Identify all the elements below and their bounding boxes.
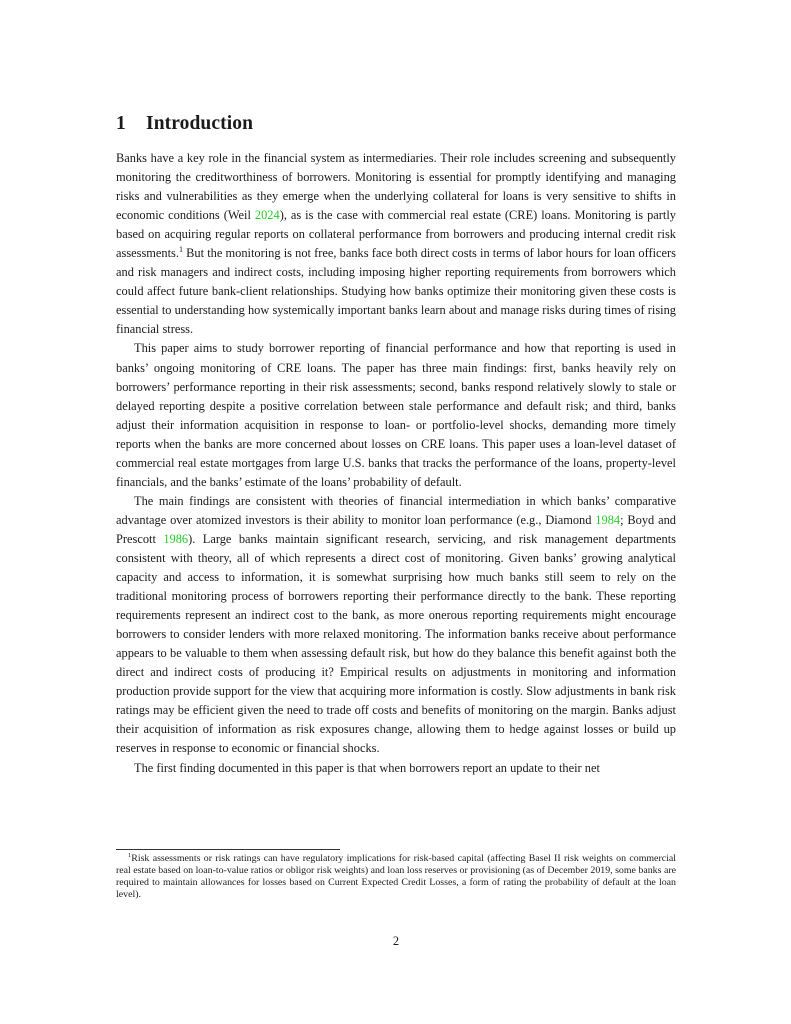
section-number: 1 — [116, 113, 126, 134]
text-run: But the monitoring is not free, banks face both direct costs in terms of labor hours for loan officers and risk managers and indirect costs, including imposing higher reporting requirements from borrowers which could affect future bank-client relationships. Studying how banks optimize their monitoring given these costs is essential to understanding how systemically important banks learn about and manage risks during times of rising financial stress. — [116, 246, 676, 337]
footnote-divider — [116, 849, 340, 850]
text-run: The main findings are consistent with theories of financial intermediation in which banks’ comparative advantage over atomized investors is their ability to monitor loan performance (e.g., Diamond — [116, 493, 676, 527]
footnote-reference-1[interactable]: 1 — [178, 245, 183, 255]
footnote-1 — [116, 853, 676, 901]
paragraph-4 — [116, 759, 676, 778]
citation-link-boyd-prescott-1986[interactable]: 1986 — [163, 531, 189, 546]
page-number: 2 — [392, 934, 400, 948]
text-run: This paper aims to study borrower reporting of financial performance and how that reporting is used in banks’ ongoing monitoring of CRE loans. The paper has three main findings: first, banks heavily rely on borrowers’ performance reporting in their risk assessments; second, banks respond relatively slowly to stale or delayed reporting despite a positive correlation between stale performance and default risk; and third, banks adjust their information acquisition in response to loan- or portfolio-level shocks, demanding more timely reports when the banks are more concerned about losses on CRE loans. This paper uses a loan-level dataset of commercial real estate mortgages from large U.S. banks that tracks the performance of the loans, property-level financials, and the banks’ estimate of the loans’ probability of default. — [116, 341, 676, 489]
section-heading — [116, 112, 253, 136]
section-title: Introduction — [146, 113, 254, 134]
text-run: The first finding documented in this paper is that when borrowers report an update to their net — [134, 760, 600, 775]
citation-link-diamond-1984[interactable]: 1984 — [595, 512, 621, 527]
citation-link-weil-2024[interactable]: 2024 — [254, 208, 280, 223]
paragraph-2 — [116, 339, 676, 491]
body-text — [116, 149, 676, 778]
footnote-mark: 1 — [128, 852, 132, 859]
text-run: Banks have a key role in the financial system as intermediaries. Their role includes screening and subsequently monitoring the creditworthiness of borrowers. Monitoring is essential for promptly identifying and managing risks and vulnerabilities as they emerge when the underlying collateral for loans is very sensitive to shifts in economic conditions (Weil — [116, 151, 676, 223]
text-run: ). Large banks maintain significant research, servicing, and risk management departments consistent with theory, all of which represents a direct cost of monitoring. Given banks’ growing analytical capacity and access to information, it is somewhat surprising how much banks still seem to rely on the traditional monitoring process of borrowers reporting their performance directly to the bank. These reporting requirements represent an indirect cost to the bank, as more onerous reporting requirements might encourage borrowers to consider lenders with more relaxed monitoring. The information banks receive about performance appears to be valuable to them when assessing default risk, but how do they balance this benefit against both the direct and indirect costs of producing it? Empirical results on adjustments in monitoring and information production provide support for the view that acquiring more information is costly. Slow adjustments in bank risk ratings may be efficient given the need to trade off costs and benefits of monitoring on the margin. Banks adjust their acquisition of information as risk exposures change, allowing them to hedge against losses or build up reserves in response to economic or financial shocks. — [116, 531, 676, 756]
paper-page — [116, 0, 676, 1024]
paragraph-1 — [116, 149, 676, 339]
footnote-text: Risk assessments or risk ratings can have regulatory implications for risk-based capital (affecting Basel II risk weights on commercial real estate based on loan-to-value ratios or obligor risk weights) and loan loss reserves or provisioning (as of December 2019, some banks are required to maintain allowances for losses based on Current Expected Credit Losses, a form of rating the probability of default at the loan level). — [116, 853, 676, 901]
paragraph-3 — [116, 492, 676, 759]
text-run: ; Boyd and Prescott — [116, 512, 676, 546]
text-run: ), as is the case with commercial real estate (CRE) loans. Monitoring is partly based on acquiring regular reports on collateral performance from borrowers and producing internal credit risk assessments. — [116, 208, 676, 261]
